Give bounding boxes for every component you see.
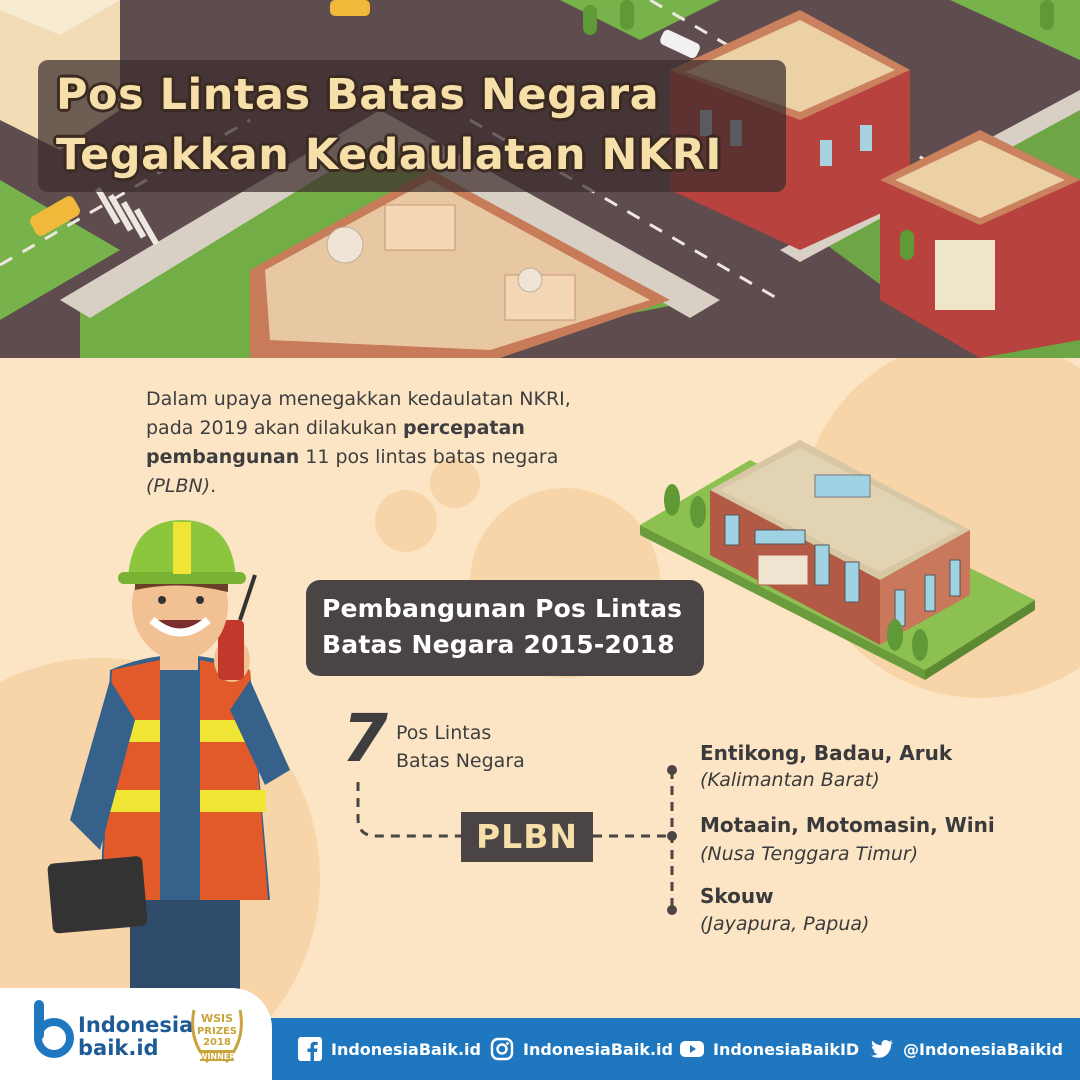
award-text-4: WINNER <box>198 1052 236 1061</box>
page-title-line-2: Tegakkan Kedaulatan NKRI <box>56 130 722 180</box>
social-twitter-label: @IndonesiaBaikid <box>903 1039 1063 1059</box>
twitter-icon <box>870 1037 894 1061</box>
instagram-icon <box>490 1037 514 1061</box>
intro-italic: (PLBN) <box>146 475 211 497</box>
facebook-icon <box>298 1037 322 1061</box>
location-region-1: (Kalimantan Barat) <box>700 769 880 791</box>
social-twitter-link[interactable] <box>870 1033 1063 1065</box>
stat-label-line-1: Pos Lintas <box>396 722 492 744</box>
intro-text-3: 11 pos lintas batas negara <box>299 446 559 468</box>
location-name-2: Motaain, Motomasin, Wini <box>700 813 995 837</box>
intro-bold-2: pembangunan <box>146 446 300 468</box>
page-title-line-1: Pos Lintas Batas Negara <box>56 70 660 120</box>
award-text-2: PRIZES <box>196 1026 238 1037</box>
timeline-dot <box>667 905 677 915</box>
intro-bold-1: percepatan <box>403 417 525 439</box>
location-region-3: (Jayapura, Papua) <box>700 913 870 935</box>
indonesiabaik-logo-icon <box>30 1000 76 1060</box>
social-youtube-link[interactable] <box>680 1033 859 1065</box>
social-instagram-label: IndonesiaBaik.id <box>523 1039 673 1059</box>
social-facebook-label: IndonesiaBaik.id <box>331 1039 481 1059</box>
section-heading-line-2: Batas Negara 2015-2018 <box>322 630 675 659</box>
social-instagram-link[interactable] <box>490 1033 673 1065</box>
intro-text-1: Dalam upaya menegakkan kedaulatan NKRI, <box>146 388 571 410</box>
social-youtube-label: IndonesiaBaikID <box>713 1039 860 1059</box>
location-name-3: Skouw <box>700 884 774 908</box>
location-region-2: (Nusa Tenggara Timur) <box>700 843 919 865</box>
intro-text-2: pada 2019 akan dilakukan <box>146 417 403 439</box>
stat-label-line-2: Batas Negara <box>396 750 525 772</box>
youtube-icon <box>680 1037 704 1061</box>
timeline-dot <box>667 765 677 775</box>
timeline-dot <box>667 831 677 841</box>
plbn-label: PLBN <box>476 817 578 856</box>
social-facebook-link[interactable] <box>298 1033 481 1065</box>
stat-number: 7 <box>342 700 388 777</box>
award-text-1: WSIS <box>200 1012 234 1025</box>
location-name-1: Entikong, Badau, Aruk <box>700 741 953 765</box>
wsis-award-badge <box>188 1000 246 1072</box>
brand-name-line-2: baik.id <box>78 1036 159 1060</box>
brand-name-line-1: Indonesia <box>78 1013 194 1037</box>
award-text-3: 2018 <box>203 1037 231 1048</box>
section-heading-line-1: Pembangunan Pos Lintas <box>322 594 683 623</box>
intro-end: . <box>210 475 217 497</box>
